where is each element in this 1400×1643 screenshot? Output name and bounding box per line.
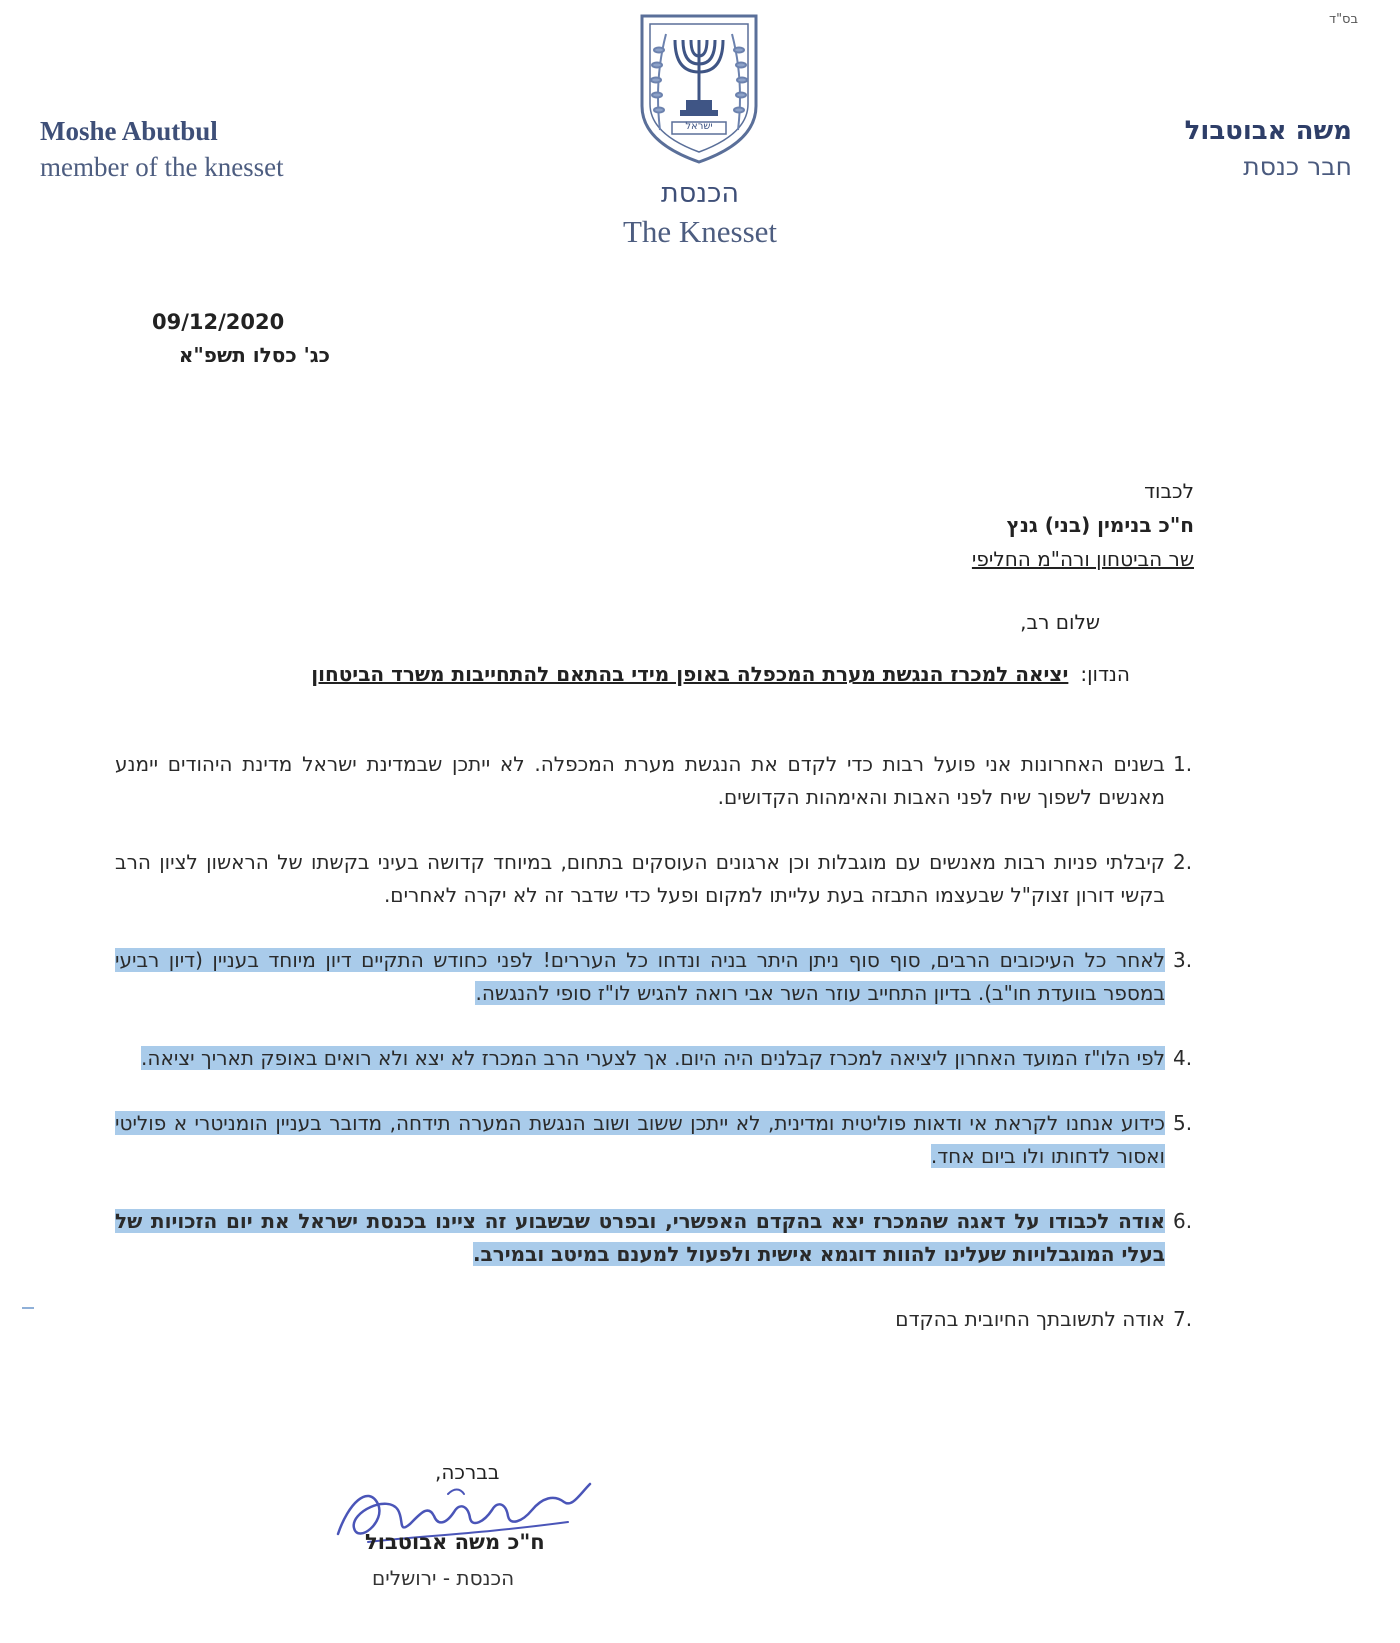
english-role: member of the knesset [40, 152, 284, 182]
date-gregorian: 09/12/2020 [152, 310, 285, 334]
list-item [115, 1205, 1193, 1271]
item-number: 6. [1173, 1209, 1193, 1233]
signature-name: ח"כ משה אבוטבול [365, 1530, 545, 1554]
item-text: בשנים האחרונות אני פועל רבות כדי לקדם את הנגשת מערת המכפלה. לא ייתכן שבמדינת ישראל מדינת היהודים יימנע מאנשים לשפוך שיח לפני האבות והאימהות הקדושים. [115, 752, 1165, 809]
item-number: 2. [1173, 850, 1193, 874]
subject-label: הנדון: [1080, 662, 1130, 686]
item-text: אודה לתשובתך החיובית בהקדם [895, 1307, 1165, 1331]
item-text: קיבלתי פניות רבות מאנשים עם מוגבלות וכן ארגונים העוסקים בתחום, במיוחד קדושה בעיני בקשתו של הראשון לציון הרב בקשי דורון זצוק"ל שבעצמו התבזה בעת עלייתו למקום ופעל כדי שדבר זה לא יקרה לאחרים. [115, 850, 1165, 907]
list-item [115, 846, 1193, 912]
date-hebrew: כג' כסלו תשפ"א [178, 343, 330, 367]
signature-place: הכנסת - ירושלים [372, 1566, 515, 1590]
english-name: Moshe Abutbul [40, 116, 218, 146]
letter-body [115, 748, 1193, 1368]
hebrew-role: חבר כנסת [1243, 152, 1352, 181]
knesset-english: The Knesset [622, 214, 778, 249]
knesset-hebrew: הכנסת [661, 178, 739, 209]
menorah-emblem-icon [636, 10, 762, 166]
hebrew-name: משה אבוטבול [1184, 116, 1352, 146]
recipient-block [972, 474, 1194, 576]
margin-mark [22, 1307, 34, 1309]
item-number: 3. [1173, 948, 1193, 972]
item-number: 7. [1173, 1307, 1193, 1331]
item-text-highlighted: לאחר כל העיכובים הרבים, סוף סוף ניתן היתר בניה ונדחו כל העררים! לפני כחודש התקיים דיון מיוחד בעניין (דיון רביעי במספר בוועדת חו"ב). בדיון התחייב עוזר השר אבי רואה להגיש לו"ז סופי להנגשה. [115, 948, 1165, 1005]
item-text-highlighted: לפי הלו"ז המועד האחרון ליציאה למכרז קבלנים היה היום. אך לצערי הרב המכרז לא יצא ולא רואים באופק תאריך יציאה. [141, 1046, 1165, 1070]
item-number: 1. [1173, 752, 1193, 776]
item-text-highlighted: כידוע אנחנו לקראת אי ודאות פוליטית ומדינית, לא ייתכן ששוב ושוב הנגשת המערה תידחה, מדובר בעניין הומניטרי א פוליטי ואסור לדחותו ולו ביום אחד. [115, 1111, 1165, 1168]
list-item [115, 1107, 1193, 1173]
recipient-salutation: לכבוד [1144, 479, 1194, 503]
subject-text: יציאה למכרז הנגשת מערת המכפלה באופן מידי בהתאם להתחייבות משרד הביטחון [311, 662, 1069, 686]
list-item [115, 748, 1193, 814]
greeting: שלום רב, [1020, 610, 1100, 634]
item-text-highlighted: אודה לכבודו על דאגה שהמכרז יצא בהקדם האפשרי, ובפרט שבשבוע זה ציינו בכנסת ישראל את יום הזכויות של בעלי המוגבלויות שעלינו להוות דוגמא אישית ולפעול למענם במיטב ובמירב. [115, 1209, 1165, 1266]
list-item [115, 1303, 1193, 1336]
recipient-title: שר הביטחון ורה"מ החליפי [971, 547, 1194, 571]
item-number: 5. [1173, 1111, 1193, 1135]
subject-line [311, 662, 1130, 686]
emblem-inscription: ישראל [685, 121, 713, 132]
recipient-name: ח"כ בנימין (בני) גנץ [1006, 513, 1194, 537]
list-item [115, 944, 1193, 1010]
corner-mark: בס"ד [1328, 12, 1358, 27]
list-item [115, 1042, 1193, 1075]
signature-closing: בברכה, [435, 1460, 500, 1484]
item-number: 4. [1173, 1046, 1193, 1070]
